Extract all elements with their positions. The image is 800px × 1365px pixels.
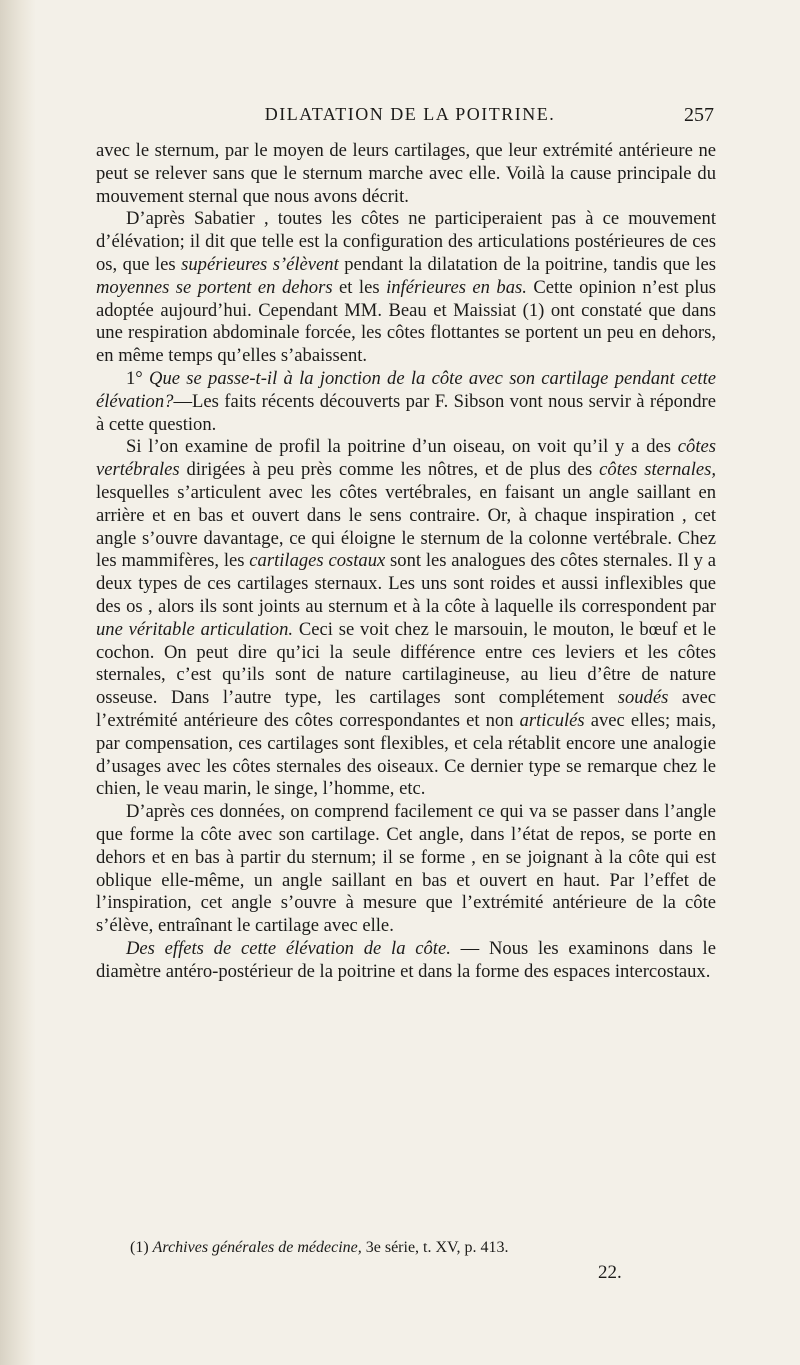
page-number: 257 <box>684 104 714 126</box>
running-head: DILATATION DE LA POITRINE. <box>264 104 556 124</box>
footnote <box>130 1238 730 1258</box>
text-run: D’après ces données, on comprend facilement ce qui va se passer dans l’angle que forme la côte avec son cartilage. Cet angle, dans l’état de repos, se porte en dehors et en bas à partir du sternum; il se forme , en se joignant à la côte qui est oblique elle-même, un angle saillant en bas et ouvert en haut. Par l’effet de l’inspiration, cet angle s’ouvre à mesure que l’extrémité antérieure de la côte s’élève, entraînant le cartilage avec elle. <box>96 801 716 937</box>
paragraph <box>96 208 716 368</box>
paragraph <box>96 436 716 801</box>
page-header <box>0 104 800 134</box>
text-run: Cette opinion n’est plus adoptée aujourd’hui. Cependant MM. Beau et Maissiat (1) ont constaté que dans une respiration abdominale forcée, les côtes flottantes se portent un peu en dehors, en même temps qu’elles s’abaissent. <box>96 276 716 367</box>
paragraph <box>96 938 716 984</box>
text-run: lesquelles s’articulent avec les côtes vertébrales, en faisant un angle saillant en arrière et en bas et ouvert dans le sens contraire. Or, à chaque inspiration , cet angle s’ouvre davantage, ce qui éloigne le sternum de la colonne vertébrale. Chez les mammifères, les <box>96 481 716 572</box>
signature-mark: 22. <box>598 1262 622 1283</box>
body-text <box>96 140 716 983</box>
text-run: 1° <box>126 367 150 389</box>
text-run: avec l’extrémité antérieure des côtes correspondantes et non <box>96 687 716 731</box>
text-run: pendant la dilatation de la poitrine, tandis que les <box>338 253 716 275</box>
footnote-source: Archives générales de médecine, <box>152 1239 362 1256</box>
page-binding-edge <box>0 0 36 1365</box>
italic-text: côtes vertébrales <box>96 436 716 481</box>
text-run: —Les faits récents découverts par F. Sibson vont nous servir à répondre à cette question. <box>96 390 716 435</box>
footnote-details: 3e série, t. XV, p. 413. <box>361 1239 509 1256</box>
italic-text: supérieures s’élèvent <box>181 253 339 275</box>
italic-text: moyennes se portent en dehors <box>96 276 333 298</box>
italic-text: Des effets de cette élévation de la côte. <box>126 937 451 959</box>
text-run: sont les analogues des côtes sternales. Il y a deux types de ces cartilages sternaux. Les uns sont roides et aussi inflexibles que des os , alors ils sont joints au sternum et à la côte à laquelle ils correspondent par <box>96 550 717 617</box>
text-run: D’après Sabatier , toutes les côtes ne participeraient pas à ce mouvement d’élévation; il dit que telle est la configuration des articulations postérieures de ces os, que les <box>96 208 716 275</box>
text-run: et les <box>332 276 387 298</box>
text-run: Ceci se voit chez le marsouin, le mouton, le bœuf et le cochon. On peut dire qu’ici la seule différence entre ces leviers et les côtes sternales, c’est qu’ils sont de nature cartilagineuse, au lieu d’être de nature osseuse. Dans l’autre type, les cartilages sont complétement <box>96 618 716 709</box>
italic-text: Que se passe-t-il à la jonction de la côte avec son cartilage pendant cette élévation? <box>96 367 716 412</box>
italic-text: une véritable articulation. <box>96 618 294 640</box>
footnote-marker: (1) <box>130 1239 153 1256</box>
text-run: dirigées à peu près comme les nôtres, et de plus des <box>179 459 600 481</box>
paragraph <box>96 140 716 208</box>
italic-text: côtes sternales, <box>599 459 716 481</box>
paragraph <box>96 801 716 938</box>
text-run: avec le sternum, par le moyen de leurs cartilages, que leur extrémité antérieure ne peut se relever sans que le sternum marche avec elle. Voilà la cause principale du mouvement sternal que nous avons décrit. <box>96 140 716 207</box>
text-run: avec elles; mais, par compensation, ces cartilages sont flexibles, et cela rétablit encore une analogie d’usages avec les côtes sternales des oiseaux. Ce dernier type se remarque chez le chien, le veau marin, le singe, l’homme, etc. <box>96 709 716 800</box>
text-run: Si l’on examine de profil la poitrine d’un oiseau, on voit qu’il y a des <box>126 436 678 458</box>
italic-text: cartilages costaux <box>249 550 386 572</box>
text-run: — Nous les examinons dans le diamètre antéro-postérieur de la poitrine et dans la forme des espaces intercostaux. <box>96 937 716 982</box>
italic-text: inférieures en bas. <box>386 276 527 298</box>
italic-text: articulés <box>519 709 585 731</box>
italic-text: soudés <box>617 687 669 709</box>
paragraph <box>96 368 716 436</box>
